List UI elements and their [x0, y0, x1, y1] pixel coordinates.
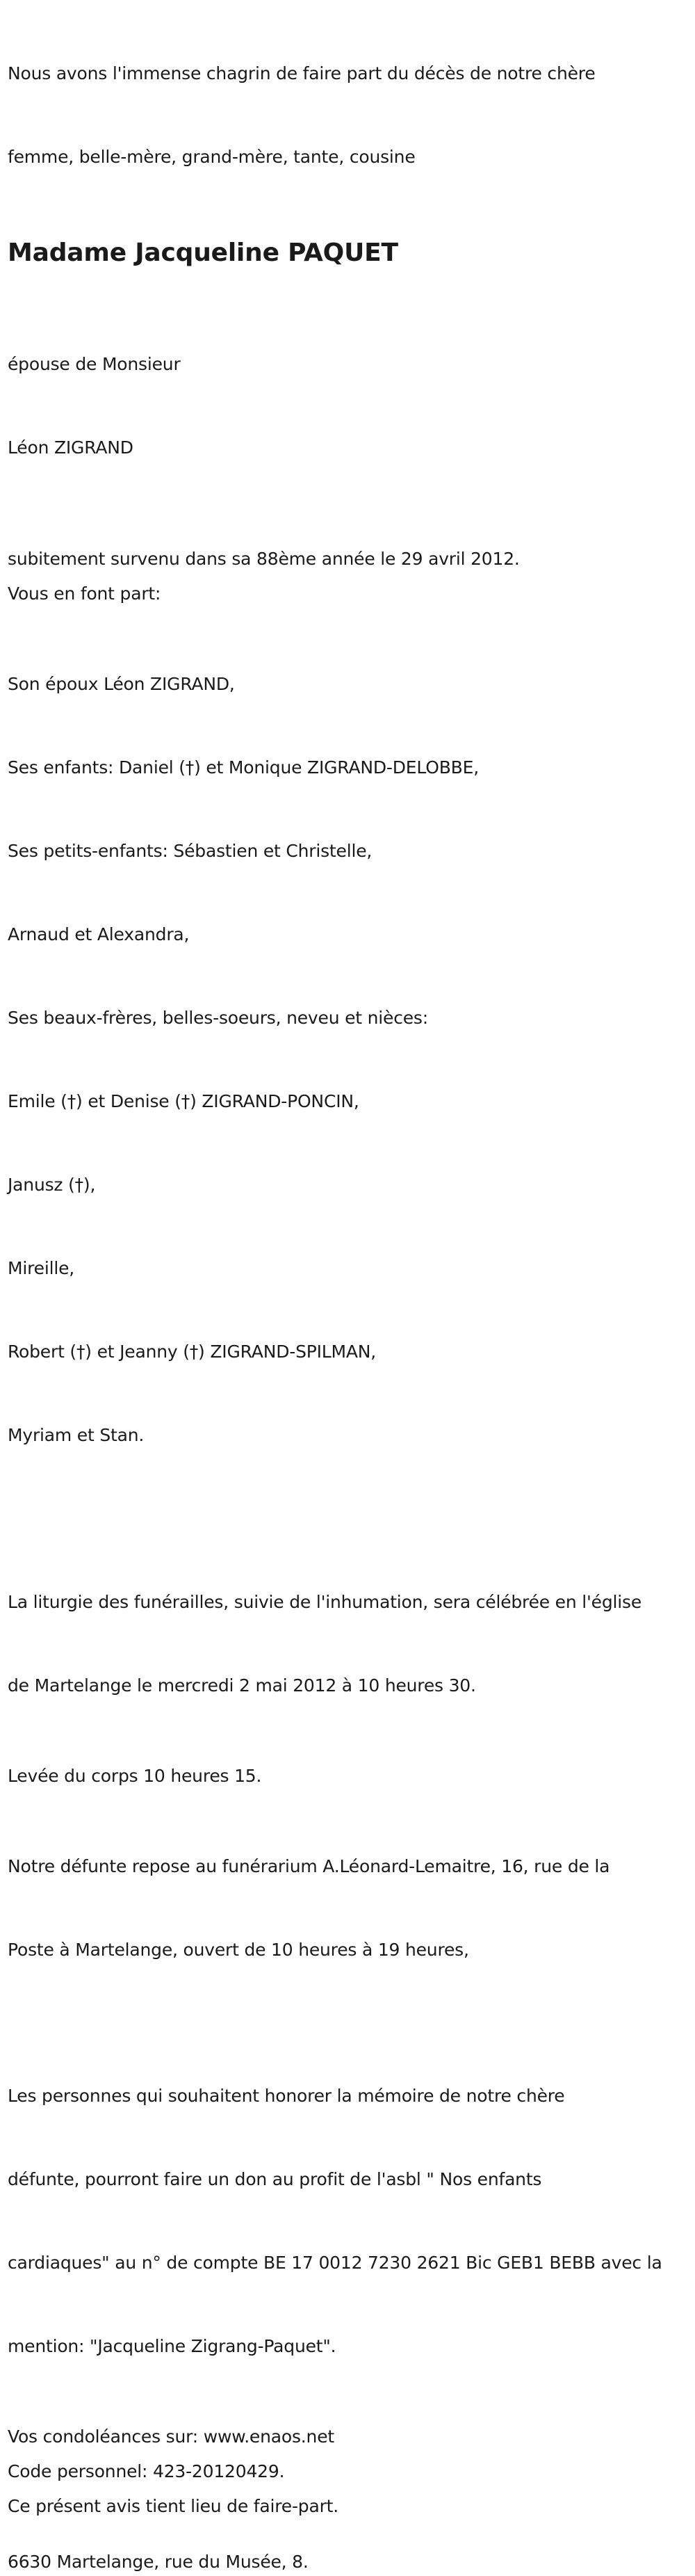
- levee-line: Levée du corps 10 heures 15.: [8, 1766, 262, 1786]
- notice-line: Ce présent avis tient lieu de faire-part.: [8, 2496, 338, 2516]
- family-line: Robert (†) et Jeanny (†) ZIGRAND-SPILMAN,: [8, 1342, 377, 1362]
- family-line: Ses beaux-frères, belles-soeurs, neveu et nièces:: [8, 1008, 428, 1028]
- deceased-name: Madame Jacqueline PAQUET: [8, 239, 398, 267]
- repose-line: Poste à Martelange, ouvert de 10 heures à 19 heures,: [8, 1940, 469, 1960]
- personal-code-line: Code personnel: 423-20120429.: [8, 2461, 285, 2481]
- donation-line: défunte, pourront faire un don au profit de l'asbl " Nos enfants: [8, 2169, 542, 2189]
- liturgy-line: La liturgie des funérailles, suivie de l'inhumation, sera célébrée en l'église: [8, 1592, 642, 1612]
- liturgy-line: de Martelange le mercredi 2 mai 2012 à 10 heures 30.: [8, 1675, 476, 1696]
- intro-line: femme, belle-mère, grand-mère, tante, cousine: [8, 147, 416, 167]
- announce-line: Vous en font part:: [8, 583, 161, 604]
- address-line: 6630 Martelange, rue du Musée, 8.: [8, 2552, 309, 2572]
- condolences-line: Vos condoléances sur: www.enaos.net: [8, 2426, 334, 2447]
- death-statement: subitement survenu dans sa 88ème année le 29 avril 2012.: [8, 549, 520, 569]
- family-line: Ses petits-enfants: Sébastien et Christelle,: [8, 841, 373, 861]
- family-line: Arnaud et Alexandra,: [8, 924, 190, 944]
- family-list: [8, 615, 689, 1505]
- donation-line: Les personnes qui souhaitent honorer la mémoire de notre chère: [8, 2086, 565, 2106]
- family-line: Son époux Léon ZIGRAND,: [8, 674, 235, 694]
- donation-paragraph: [8, 2027, 689, 2416]
- repose-line: Notre défunte repose au funérarium A.Léonard-Lemaitre, 16, rue de la: [8, 1856, 610, 1876]
- family-line: Janusz (†),: [8, 1175, 96, 1195]
- liturgy-paragraph: [8, 1533, 689, 1755]
- obituary-notice: [8, 4, 689, 2576]
- family-line: Ses enfants: Daniel (†) et Monique ZIGRAND-DELOBBE,: [8, 757, 479, 778]
- spouse-paragraph: [8, 295, 689, 517]
- intro-paragraph: [8, 4, 689, 227]
- donation-line: mention: "Jacqueline Zigrang-Paquet".: [8, 2336, 336, 2356]
- intro-line: Nous avons l'immense chagrin de faire part du décès de notre chère: [8, 63, 596, 83]
- family-line: Emile (†) et Denise (†) ZIGRAND-PONCIN,: [8, 1091, 359, 1111]
- family-line: Mireille,: [8, 1258, 74, 1278]
- spouse-line: épouse de Monsieur: [8, 354, 181, 374]
- family-line: Myriam et Stan.: [8, 1425, 145, 1445]
- repose-paragraph: [8, 1797, 689, 2020]
- donation-line: cardiaques" au n° de compte BE 17 0012 7230 2621 Bic GEB1 BEBB avec la: [8, 2253, 662, 2273]
- spouse-line: Léon ZIGRAND: [8, 437, 133, 458]
